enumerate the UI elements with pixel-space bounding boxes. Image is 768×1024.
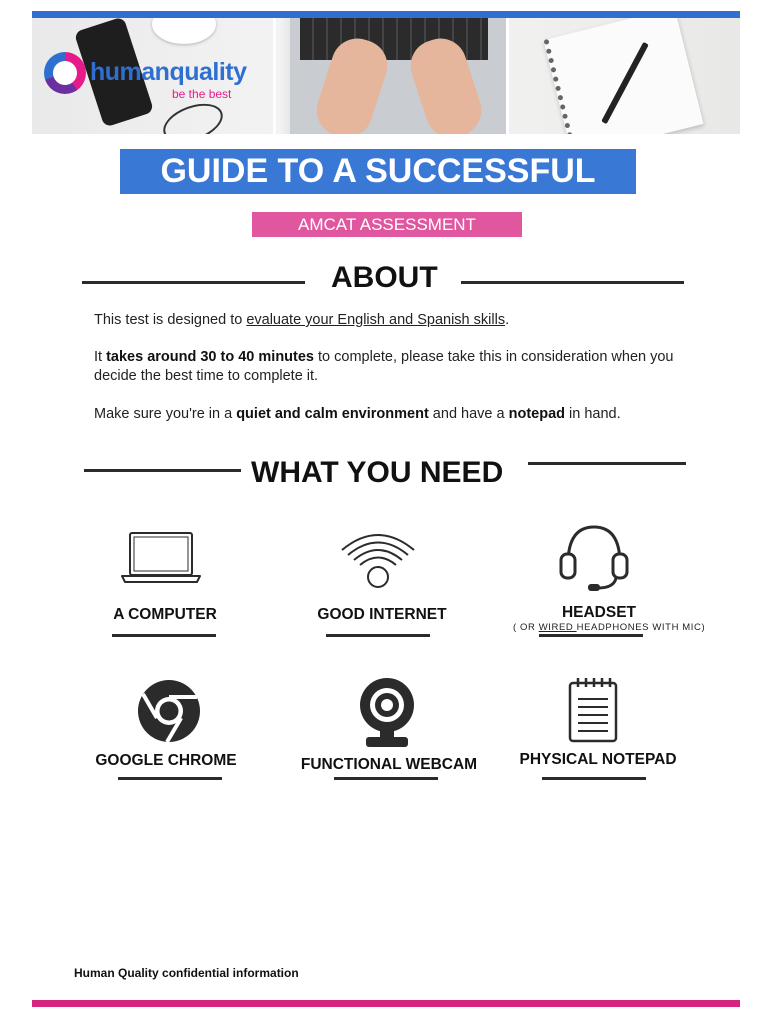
notebook-photo (543, 18, 703, 134)
footer-accent-bar (32, 1000, 740, 1007)
item-underline (542, 777, 646, 780)
coffee-cup-photo (152, 18, 216, 44)
item-underline (112, 634, 216, 637)
environment-bold-text: quiet and calm environment (236, 406, 429, 422)
section-rule-left (84, 469, 241, 472)
section-rule-left (82, 281, 305, 284)
p1-text: This test is designed to (94, 312, 247, 328)
p3-text-end: in hand. (565, 406, 621, 422)
footer-confidential-text: Human Quality confidential information (74, 966, 299, 980)
wired-underlined-text: WIRED (538, 622, 577, 633)
headset-note-text: ( OR (513, 622, 539, 633)
notepad-icon (566, 677, 620, 743)
about-paragraph-2 (94, 348, 690, 386)
item-label-internet: GOOD INTERNET (317, 606, 447, 623)
notepad-bold-text: notepad (508, 406, 565, 422)
logo-text: humanquality (90, 58, 247, 86)
typing-laptop-photo (290, 18, 508, 134)
item-label-computer: A COMPUTER (113, 606, 217, 623)
headset-note (513, 622, 705, 633)
item-underline (334, 777, 438, 780)
logo-tagline: be the best (172, 87, 232, 101)
laptop-icon (120, 530, 202, 586)
p2-text-end: to complete, please take this in consideration when you decide the best time to complete it. (94, 349, 674, 384)
item-underline (118, 777, 222, 780)
p1-text-end: . (505, 312, 510, 328)
section-rule-right (528, 462, 686, 465)
item-underline (326, 634, 430, 637)
item-label-chrome: GOOGLE CHROME (95, 752, 237, 769)
item-label-webcam: FUNCTIONAL WEBCAM (300, 756, 478, 773)
headset-icon (558, 524, 630, 594)
skills-underlined-text: evaluate your English and Spanish skills (246, 312, 506, 328)
headset-note-text-end: HEADPHONES WITH MIC) (576, 622, 706, 633)
duration-bold-text: takes around 30 to 40 minutes (106, 349, 314, 365)
about-paragraph-3 (94, 405, 690, 424)
wifi-icon (340, 528, 416, 590)
glasses-photo (158, 96, 228, 134)
section-rule-right (461, 281, 684, 284)
p3-text-middle: and have a (428, 406, 509, 422)
p2-text: It (94, 349, 107, 365)
item-label-headset: HEADSET (561, 604, 637, 621)
what-you-need-heading: WHAT YOU NEED (251, 456, 504, 489)
item-underline (539, 634, 643, 637)
page-subtitle: AMCAT ASSESSMENT (252, 212, 522, 237)
webcam-icon (356, 677, 418, 749)
about-heading: ABOUT (331, 261, 438, 294)
photo-divider (273, 18, 276, 134)
header-banner (32, 18, 740, 134)
chrome-icon (137, 679, 201, 743)
about-paragraph-1 (94, 311, 690, 330)
page-title: GUIDE TO A SUCCESSFUL (120, 149, 636, 194)
p3-text: Make sure you're in a (94, 406, 237, 422)
top-accent-bar (32, 11, 740, 18)
photo-divider (506, 18, 509, 134)
humanquality-logo-icon (44, 52, 86, 94)
item-label-notepad: PHYSICAL NOTEPAD (519, 751, 677, 768)
